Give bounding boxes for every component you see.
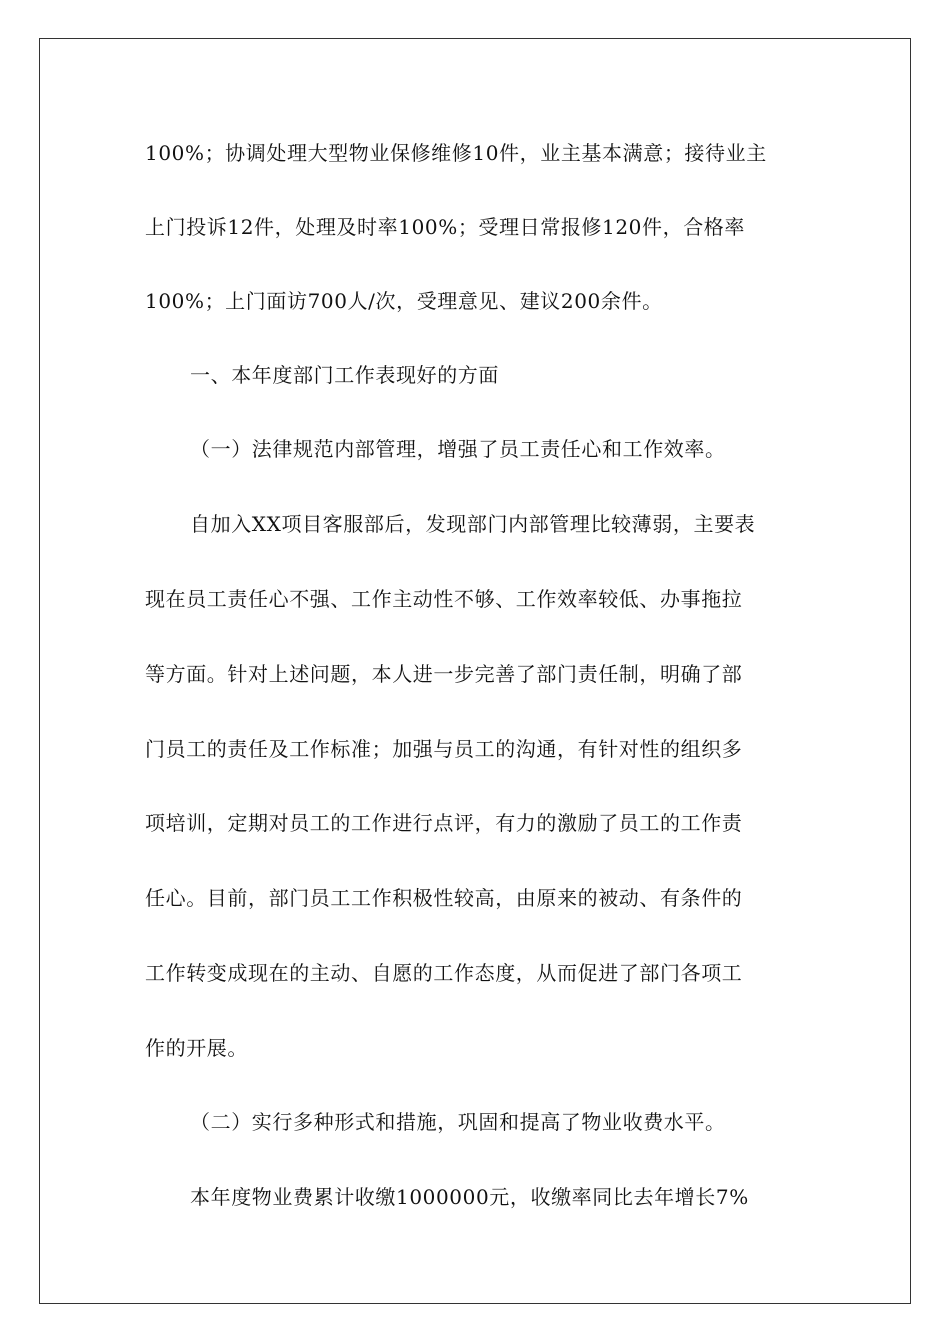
text-line: 门员工的责任及工作标准；加强与员工的沟通，有针对性的组织多 <box>145 737 743 761</box>
text-line: 项培训，定期对员工的工作进行点评，有力的激励了员工的工作责 <box>145 811 743 835</box>
text-line: 任心。目前，部门员工工作积极性较高，由原来的被动、有条件的 <box>145 886 743 910</box>
text-line: 工作转变成现在的主动、自愿的工作态度，从而促进了部门各项工 <box>145 961 743 985</box>
text-line: 上门投诉12件，处理及时率100%；受理日常报修120件，合格率 <box>145 215 746 239</box>
text-line: 等方面。针对上述问题，本人进一步完善了部门责任制，明确了部 <box>145 662 743 686</box>
paragraph-first-line: 本年度物业费累计收缴1000000元，收缴率同比去年增长7% <box>190 1185 749 1209</box>
text-line: 作的开展。 <box>145 1036 248 1060</box>
paragraph-first-line: 自加入XX项目客服部后，发现部门内部管理比较薄弱，主要表 <box>190 512 756 536</box>
subsection-heading: （一）法律规范内部管理，增强了员工责任心和工作效率。 <box>190 437 726 461</box>
text-line: 100%；上门面访700人/次，受理意见、建议200余件。 <box>145 289 663 313</box>
subsection-heading: （二）实行多种形式和措施，巩固和提高了物业收费水平。 <box>190 1110 726 1134</box>
text-line: 100%；协调处理大型物业保修维修10件，业主基本满意；接待业主 <box>145 141 767 165</box>
section-heading: 一、本年度部门工作表现好的方面 <box>190 363 499 387</box>
text-line: 现在员工责任心不强、工作主动性不够、工作效率较低、办事拖拉 <box>145 587 743 611</box>
